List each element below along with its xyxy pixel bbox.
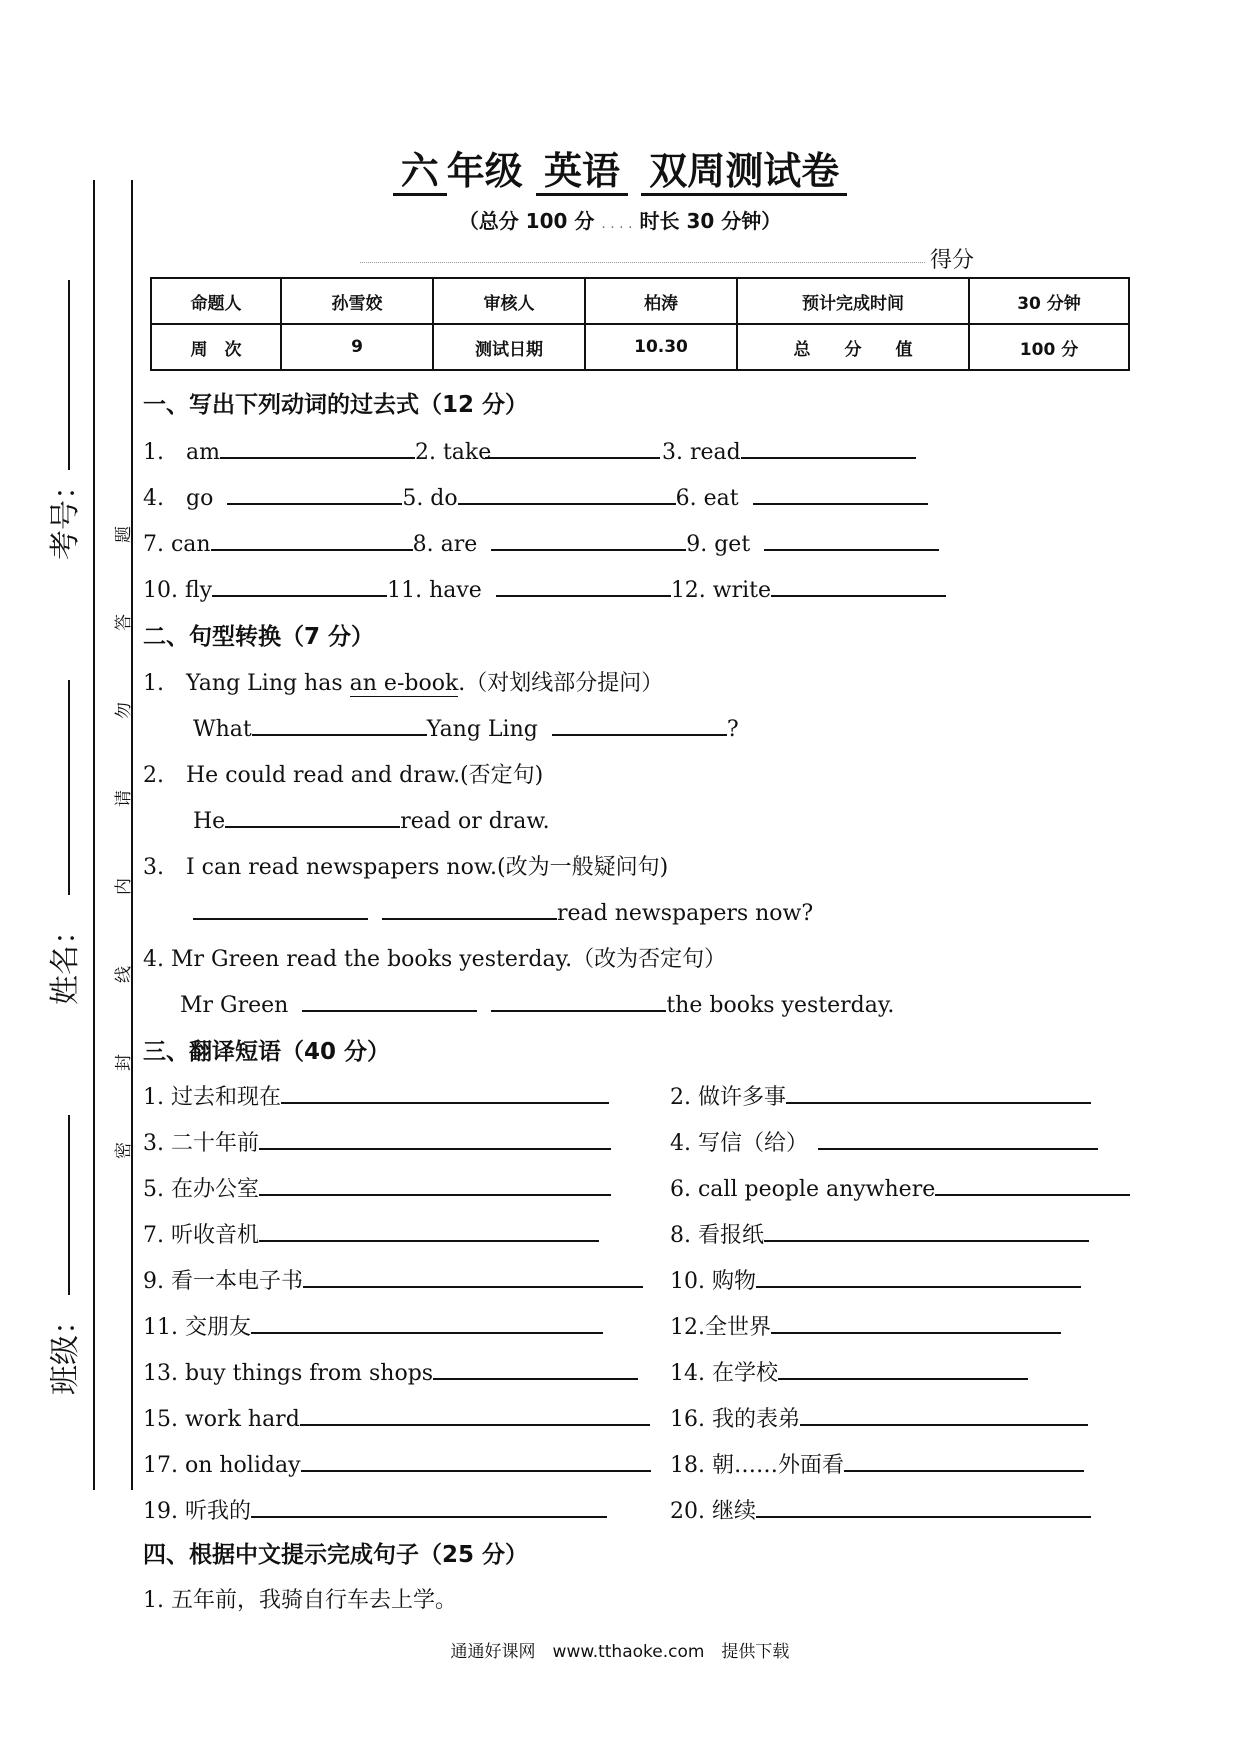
answer-blank[interactable] bbox=[764, 1218, 1089, 1242]
phrase-item bbox=[670, 1080, 1110, 1126]
info-cell: 孙雪姣 bbox=[281, 278, 433, 324]
section1-row-blank bbox=[485, 435, 660, 465]
section2-heading: 二、句型转换（7 分） bbox=[143, 624, 375, 650]
phrase-label: 17. on holiday bbox=[143, 1453, 301, 1478]
verb-label: 8. are bbox=[412, 532, 478, 557]
answer-blank[interactable] bbox=[552, 712, 727, 736]
info-row-1 bbox=[151, 278, 1129, 324]
verb-label: 10. fly bbox=[143, 578, 213, 603]
verb-label: 1. am bbox=[143, 440, 220, 465]
phrase-label: 5. 在办公室 bbox=[143, 1177, 259, 1202]
phrase-item bbox=[143, 1402, 663, 1448]
title-grade-word: 年级 bbox=[446, 149, 523, 193]
phrase-label: 20. 继续 bbox=[670, 1499, 756, 1524]
section2-q1-answer bbox=[193, 712, 739, 742]
section3-right-column bbox=[670, 1080, 1110, 1540]
phrase-label: 18. 朝……外面看 bbox=[670, 1453, 844, 1478]
phrase-item bbox=[670, 1356, 1110, 1402]
q2-answer-he: He bbox=[193, 809, 226, 834]
phrase-item bbox=[143, 1448, 663, 1494]
answer-blank[interactable] bbox=[491, 527, 686, 551]
answer-blank[interactable] bbox=[251, 1494, 607, 1518]
q1-text: 1. Yang Ling has bbox=[143, 671, 350, 696]
seal-text: 线 bbox=[114, 966, 134, 983]
phrase-item bbox=[670, 1402, 1110, 1448]
phrase-item bbox=[670, 1172, 1110, 1218]
section4-heading: 四、根据中文提示完成句子（25 分） bbox=[143, 1542, 529, 1568]
score-label: 得分 bbox=[930, 248, 975, 273]
q1-answer-what: What bbox=[193, 717, 252, 742]
phrase-label: 19. 听我的 bbox=[143, 1499, 251, 1524]
q4-answer-end: the books yesterday. bbox=[666, 993, 895, 1018]
verb-label: 3. read bbox=[662, 440, 741, 465]
answer-blank[interactable] bbox=[756, 1494, 1091, 1518]
seal-text: 密 bbox=[114, 1142, 134, 1159]
section3-heading: 三、翻译短语（40 分） bbox=[143, 1039, 391, 1065]
verb-label: 5. do bbox=[402, 486, 458, 511]
section3-left-column bbox=[143, 1080, 663, 1540]
phrase-label: 2. 做许多事 bbox=[670, 1085, 786, 1110]
answer-blank[interactable] bbox=[485, 435, 660, 459]
answer-blank[interactable] bbox=[300, 1402, 650, 1426]
footer-credit: 通通好课网 www.tthaoke.com 提供下载 bbox=[450, 1642, 790, 1662]
verb-label: 6. eat bbox=[675, 486, 739, 511]
info-cell: 100 分 bbox=[969, 324, 1129, 370]
answer-blank[interactable] bbox=[193, 896, 368, 920]
info-cell: 柏涛 bbox=[585, 278, 737, 324]
info-cell: 9 bbox=[281, 324, 433, 370]
info-cell: 10.30 bbox=[585, 324, 737, 370]
phrase-item bbox=[670, 1494, 1110, 1540]
answer-blank[interactable] bbox=[800, 1402, 1088, 1426]
section2-q3-answer bbox=[193, 896, 813, 926]
q4-answer-start: Mr Green bbox=[180, 993, 289, 1018]
phrase-item bbox=[143, 1494, 663, 1540]
answer-blank[interactable] bbox=[220, 435, 415, 459]
subtitle-total: （总分 100 分 bbox=[458, 209, 595, 233]
seal-text: 内 bbox=[114, 878, 134, 895]
subtitle bbox=[0, 205, 1240, 234]
answer-blank[interactable] bbox=[259, 1218, 599, 1242]
answer-blank[interactable] bbox=[259, 1126, 611, 1150]
phrase-label: 7. 听收音机 bbox=[143, 1223, 259, 1248]
section2-q4: 4. Mr Green read the books yesterday.（改为否定句） bbox=[143, 947, 727, 972]
answer-blank[interactable] bbox=[491, 988, 666, 1012]
answer-blank[interactable] bbox=[771, 1310, 1061, 1334]
info-cell: 命题人 bbox=[151, 278, 281, 324]
q1-instruction: .（对划线部分提问） bbox=[458, 671, 664, 696]
verb-label: 11. have bbox=[387, 578, 482, 603]
info-row-2 bbox=[151, 324, 1129, 370]
answer-blank[interactable] bbox=[227, 481, 402, 505]
q3-answer-end: read newspapers now? bbox=[557, 901, 814, 926]
title-subject: 英语 bbox=[536, 149, 628, 196]
section1-heading: 一、写出下列动词的过去式（12 分） bbox=[143, 392, 529, 418]
section2-q4-answer bbox=[180, 988, 894, 1018]
phrase-label: 14. 在学校 bbox=[670, 1361, 778, 1386]
phrase-item bbox=[670, 1310, 1110, 1356]
page-title bbox=[0, 140, 1240, 195]
phrase-item bbox=[670, 1126, 1110, 1172]
answer-blank[interactable] bbox=[301, 1448, 651, 1472]
verb-label: 4. go bbox=[143, 486, 214, 511]
phrase-item bbox=[143, 1264, 663, 1310]
phrase-label: 16. 我的表弟 bbox=[670, 1407, 800, 1432]
phrase-label: 6. call people anywhere bbox=[670, 1177, 936, 1202]
answer-blank[interactable] bbox=[252, 712, 427, 736]
score-fill-line bbox=[360, 242, 925, 263]
answer-blank[interactable] bbox=[433, 1356, 638, 1380]
binding-line-inner bbox=[131, 180, 133, 1490]
answer-blank[interactable] bbox=[496, 573, 671, 597]
phrase-label: 3. 二十年前 bbox=[143, 1131, 259, 1156]
phrase-item bbox=[670, 1448, 1110, 1494]
answer-blank[interactable] bbox=[211, 527, 413, 551]
title-grade: 六 bbox=[393, 149, 447, 196]
exam-no-label: 考号： bbox=[48, 470, 83, 560]
answer-blank[interactable] bbox=[251, 1310, 603, 1334]
phrase-label: 15. work hard bbox=[143, 1407, 300, 1432]
answer-blank[interactable] bbox=[935, 1172, 1130, 1196]
seal-text: 答 bbox=[114, 614, 134, 631]
verb-label: 2. take bbox=[414, 440, 492, 465]
q1-answer-end: ? bbox=[726, 717, 739, 742]
answer-blank[interactable] bbox=[302, 988, 477, 1012]
seal-text: 请 bbox=[114, 790, 134, 807]
answer-blank[interactable] bbox=[382, 896, 557, 920]
answer-blank[interactable] bbox=[458, 481, 676, 505]
info-cell: 审核人 bbox=[433, 278, 585, 324]
phrase-label: 13. buy things from shops bbox=[143, 1361, 434, 1386]
section1-row bbox=[143, 573, 946, 603]
answer-blank[interactable] bbox=[753, 481, 928, 505]
binding-line-outer bbox=[93, 180, 95, 1490]
class-field[interactable] bbox=[68, 1115, 70, 1295]
phrase-item bbox=[143, 1126, 663, 1172]
section1-row bbox=[143, 481, 928, 512]
info-cell: 测试日期 bbox=[433, 324, 585, 370]
section2-q3: 3. I can read newspapers now.(改为一般疑问句) bbox=[143, 855, 669, 880]
section2-q2: 2. He could read and draw.(否定句) bbox=[143, 763, 544, 788]
info-cell: 30 分钟 bbox=[969, 278, 1129, 324]
answer-blank[interactable] bbox=[778, 1356, 1028, 1380]
phrase-label: 12.全世界 bbox=[670, 1315, 771, 1340]
info-cell: 预计完成时间 bbox=[737, 278, 969, 324]
class-label: 班级： bbox=[48, 1305, 83, 1395]
section1-row-c3 bbox=[662, 435, 916, 465]
q1-answer-yangling: Yang Ling bbox=[426, 717, 538, 742]
phrase-label: 10. 购物 bbox=[670, 1269, 756, 1294]
answer-blank[interactable] bbox=[771, 573, 946, 597]
section1-row bbox=[143, 435, 491, 466]
q2-answer-end: read or draw. bbox=[400, 809, 550, 834]
phrase-item bbox=[670, 1264, 1110, 1310]
answer-blank[interactable] bbox=[818, 1126, 1098, 1150]
answer-blank[interactable] bbox=[756, 1264, 1081, 1288]
section1-row bbox=[143, 527, 939, 557]
section2-q2-answer bbox=[193, 804, 550, 834]
answer-blank[interactable] bbox=[259, 1172, 611, 1196]
answer-blank[interactable] bbox=[303, 1264, 643, 1288]
phrase-item bbox=[143, 1310, 663, 1356]
exam-no-field[interactable] bbox=[68, 280, 70, 470]
verb-label: 7. can bbox=[143, 532, 211, 557]
answer-blank[interactable] bbox=[844, 1448, 1084, 1472]
info-table bbox=[150, 277, 1130, 371]
seal-text: 封 bbox=[114, 1054, 134, 1071]
phrase-item bbox=[143, 1080, 663, 1126]
answer-blank[interactable] bbox=[764, 527, 939, 551]
phrase-label: 1. 过去和现在 bbox=[143, 1085, 281, 1110]
seal-text: 勿 bbox=[114, 702, 134, 719]
phrase-label: 4. 写信（给） bbox=[670, 1131, 808, 1156]
answer-blank[interactable] bbox=[225, 804, 400, 828]
name-label: 姓名： bbox=[48, 915, 83, 1005]
phrase-item bbox=[143, 1172, 663, 1218]
phrase-label: 8. 看报纸 bbox=[670, 1223, 764, 1248]
phrase-item bbox=[143, 1356, 663, 1402]
answer-blank[interactable] bbox=[212, 573, 387, 597]
subtitle-time: 时长 30 分钟） bbox=[639, 209, 782, 233]
seal-text: 题 bbox=[114, 526, 134, 543]
verb-label: 9. get bbox=[686, 532, 751, 557]
answer-blank[interactable] bbox=[281, 1080, 609, 1104]
verb-label: 12. write bbox=[670, 578, 772, 603]
subtitle-dots: . . . . bbox=[601, 216, 633, 232]
phrase-label: 11. 交朋友 bbox=[143, 1315, 251, 1340]
info-cell: 总 分 值 bbox=[737, 324, 969, 370]
title-name: 双周测试卷 bbox=[641, 149, 847, 196]
answer-blank[interactable] bbox=[786, 1080, 1091, 1104]
name-field[interactable] bbox=[68, 680, 70, 895]
q1-underlined: an e-book bbox=[349, 671, 459, 696]
section4-q1: 1. 五年前，我骑自行车去上学。 bbox=[143, 1588, 457, 1613]
phrase-item bbox=[670, 1218, 1110, 1264]
section2-q1 bbox=[143, 666, 663, 697]
phrase-label: 9. 看一本电子书 bbox=[143, 1269, 303, 1294]
answer-blank[interactable] bbox=[741, 435, 916, 459]
info-cell: 周 次 bbox=[151, 324, 281, 370]
phrase-item bbox=[143, 1218, 663, 1264]
